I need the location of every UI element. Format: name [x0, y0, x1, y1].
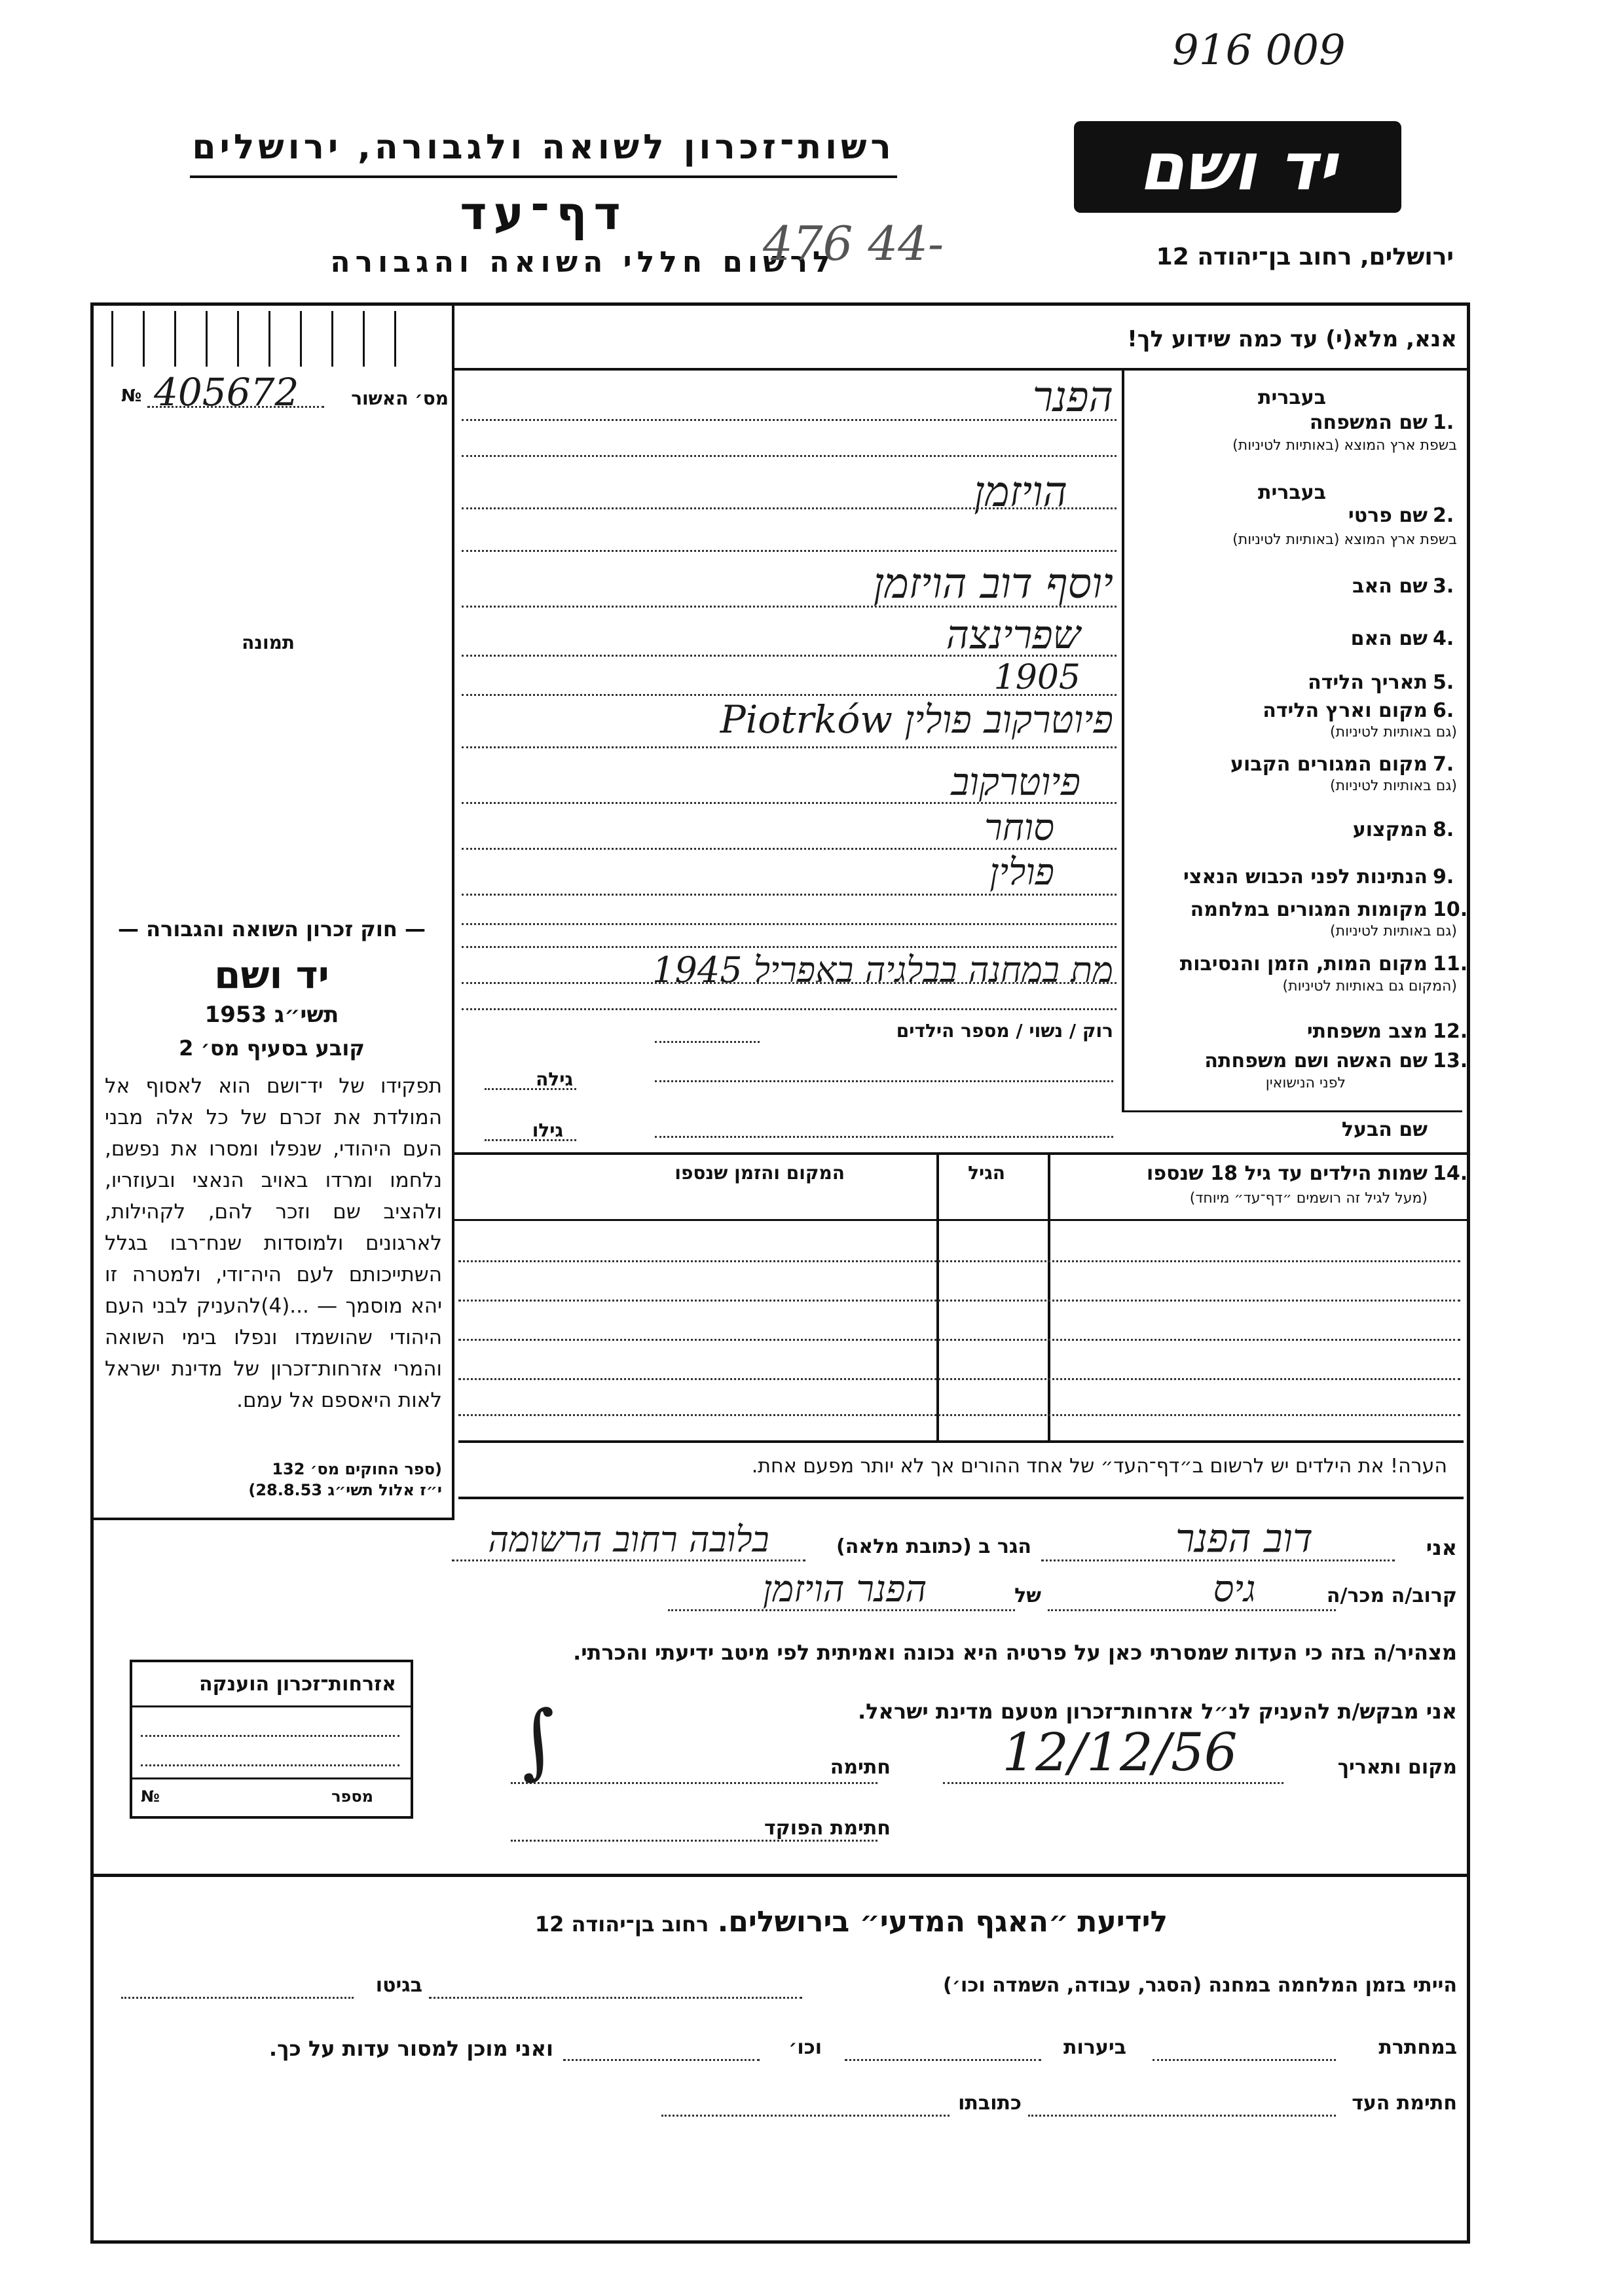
bottom-line3-b: כתובתו [958, 2092, 1022, 2115]
field-9-label: הנתינות לפני הכבוש הנאצי [1183, 866, 1428, 888]
bottom-line3-dots-b [661, 2115, 950, 2117]
logo-text: יד ושם [1139, 128, 1337, 205]
field-3-value[interactable]: יוסף דוב הויזמן [873, 560, 1113, 608]
field-11-dots-b [462, 1008, 1116, 1010]
field-10-num: 10. [1433, 898, 1468, 921]
decl-request: אני מבקש/ת להעניק לנ״ל אזרחות־זכרון מטעם מדינת ישראל. [858, 1699, 1457, 1724]
field-1-dots-a [462, 419, 1116, 421]
law-source-1: (ספר החוקים מס׳ 132 [272, 1460, 442, 1478]
intro-rule [454, 368, 1467, 371]
bottom-line1-a: הייתי בזמן המלחמה במחנה (הסגר, עבודה, השמדה וכו׳) [943, 1974, 1457, 1997]
decl-place-date-dots [943, 1782, 1283, 1784]
children-col-2 [1048, 1152, 1050, 1440]
field-3-dots [462, 606, 1116, 608]
decl-statement: מצהיר/ה בזה כי העדות שמסרתי כאן על פרטיה היא נכונה ואמיתית לפי מיטב ידיעתי והכרתי. [573, 1640, 1457, 1665]
law-text: תפקידו של יד־ושם הוא לאסוף אל המולדת את זכרם של כל אלה מבני העם היהודי, שנפלו ומסרו את נפשם, נלחמו ומרדו באויב הנאצי ובעוזריו, ולהציב שם וזכר להם, לקהילות, לארגונים ולמוסדות שנח־רבו בגלל השתייכותם לעם היה־ודי, ולמטרה זו יהא מוסמך — ...(4)להעניק לבני העם היהודי שהושמדו ונפלו בימי השואה והמרי אזרחות־זכרון של מדינת ישראל לאות היאספם אל עמם. [105, 1074, 442, 1412]
bottom-line2-c: וכו׳ [788, 2036, 822, 2059]
decl-of-value[interactable]: הפנר הויזמן [762, 1568, 927, 1611]
field-11-sub: (המקום גם באותיות לטיניות) [1282, 978, 1457, 994]
field-10-sub: (גם באותיות לטיניות) [1330, 923, 1457, 939]
field-6-sub: (גם באותיות לטיניות) [1330, 724, 1457, 740]
photo-label: תמונה [242, 632, 295, 653]
field-9-value[interactable]: פולין [989, 851, 1054, 894]
decl-signature-label: חתימה [830, 1756, 891, 1779]
field-9-dots [462, 894, 1116, 896]
bottom-title-address: רחוב בן־יהודה 12 [534, 1912, 709, 1937]
children-label: שמות הילדים עד גיל 18 שנספו [1147, 1162, 1428, 1185]
age-label-wife: גילה [536, 1068, 573, 1090]
field-8-num: 8. [1433, 818, 1454, 841]
age-wife-dots [485, 1088, 576, 1090]
children-col-1 [936, 1152, 939, 1440]
field-12-label: מצב משפחתי [1306, 1020, 1428, 1043]
field-1-num: 1. [1433, 411, 1454, 434]
field-4-dots [462, 655, 1116, 657]
field-2-label: שם פרטי [1348, 504, 1428, 527]
field-13-num: 13. [1433, 1049, 1468, 1072]
field-5-num: 5. [1433, 671, 1454, 694]
age-label-husband: גילו [532, 1120, 563, 1141]
bottom-line3-a: חתימת העד [1352, 2092, 1457, 2115]
citizenship-box-rule-2 [130, 1777, 411, 1779]
field-6-label: מקום וארץ הלידה [1263, 699, 1428, 722]
field-2-tag: בעברית [1258, 481, 1326, 504]
field-11-value[interactable]: מת במחנה בבלגיה באפריל 1945 [652, 949, 1113, 991]
husband-label: שם הבעל [1341, 1118, 1428, 1141]
field-1-tag: בעברית [1258, 386, 1326, 409]
children-row-5 [458, 1414, 1460, 1416]
marital-dots [655, 1041, 760, 1043]
field-7-sub: (גם באותיות לטיניות) [1330, 778, 1457, 794]
law-source-2: י״ז אלול תשי״ג 28.8.53) [248, 1481, 442, 1499]
field-12-num: 12. [1433, 1020, 1468, 1043]
field-4-value[interactable]: שפרינצה [946, 612, 1080, 658]
field-11-dots-a [462, 982, 1116, 984]
age-husband-dots [485, 1139, 576, 1141]
field-2-num: 2. [1433, 504, 1454, 527]
field-8-dots [462, 848, 1116, 850]
field-5-value[interactable]: 1905 [993, 658, 1080, 697]
bottom-line2-b: ביערות [1063, 2036, 1126, 2059]
field-11-num: 11. [1433, 953, 1468, 975]
decl-i-label: אני [1426, 1535, 1457, 1560]
field-7-value[interactable]: פיוטרקוב [951, 759, 1080, 804]
decl-officer-dots [511, 1840, 877, 1842]
bottom-line2-dots-c [563, 2059, 760, 2061]
field-6-dots [462, 746, 1116, 748]
photo-ticks [111, 311, 426, 367]
decl-i-value[interactable]: דוב הפנר [1175, 1516, 1313, 1561]
field-7-label: מקום המגורים הקבוע [1230, 753, 1428, 776]
citizenship-box-number: מספר [331, 1787, 373, 1806]
field-13-label: שם האשה ושם משפחתה [1204, 1049, 1428, 1072]
citizenship-box-dots-1 [141, 1735, 399, 1737]
decl-of-dots [668, 1609, 1015, 1611]
field-10-dots-a [462, 923, 1116, 925]
field-8-value[interactable]: סוחר [984, 807, 1054, 849]
form-subtitle: לרשום חללי השואה והגבורה [330, 246, 836, 279]
yad-vashem-logo [1074, 121, 1401, 213]
decl-relative-value[interactable]: גיס [1213, 1568, 1256, 1611]
field-2-dots-a [462, 507, 1116, 509]
row-rule-husband [1122, 1110, 1462, 1112]
approval-number: 405672 [154, 370, 299, 414]
children-sub: (מעל לגיל זה רושמים ״דף־עד״ מיוחד) [1189, 1190, 1428, 1207]
law-clause: קובע בסעיף מס׳ 2 [179, 1036, 365, 1061]
field-10-dots-b [462, 946, 1116, 948]
field-4-num: 4. [1433, 627, 1454, 650]
form-title: דף־עד [460, 187, 627, 240]
bottom-line2-d: ואני מוכן למסור עדות על כך. [268, 2036, 553, 2061]
children-place-col: המקום והזמן שנספו [674, 1162, 845, 1184]
field-6-value[interactable]: פיוטרקוב פולין Piotrków [720, 697, 1113, 742]
decl-resident-dots [452, 1559, 805, 1561]
field-5-label: תאריך הלידה [1308, 671, 1428, 694]
bottom-line2-dots-a [1153, 2059, 1336, 2061]
field-7-dots [462, 802, 1116, 804]
marital-options: רוק / נשוי / מספר הילדים [896, 1020, 1113, 1042]
sidebar-bottom-rule [90, 1518, 454, 1520]
decl-relative-label: קרוב/ה מכר/ה [1326, 1584, 1457, 1607]
field-1-sub: בשפת ארץ המוצא (באותיות לטיניות) [1232, 437, 1457, 454]
field-3-num: 3. [1433, 575, 1454, 598]
bottom-line1-dots [429, 1997, 802, 1999]
children-header-rule [454, 1219, 1467, 1221]
field-13-sub: לפני הנישואין [1265, 1075, 1346, 1091]
institution-name: רשות־זכרון לשואה ולגבורה, ירושלים [192, 128, 895, 167]
bottom-line1-dots-2 [121, 1997, 354, 1999]
approval-label: מס׳ האשור [351, 388, 449, 409]
intro-text: אנא, מלא(י) עד כמה שידוע לך! [1127, 326, 1457, 352]
field-1-value[interactable]: הפנר [1032, 373, 1113, 422]
law-name: יד ושם [214, 953, 329, 997]
field-9-num: 9. [1433, 866, 1454, 888]
citizenship-box-dots-2 [141, 1764, 399, 1766]
field-1-dots-b [462, 455, 1116, 457]
field-5-dots [462, 694, 1116, 696]
stamp-number: 916 009 [1172, 26, 1346, 75]
decl-resident-label: הגר ב (כתובת מלאה) [836, 1535, 1031, 1558]
signature-mark: ∫ [511, 1693, 564, 1789]
field-13-dots [655, 1080, 1113, 1082]
field-4-label: שם האם [1350, 627, 1428, 650]
field-3-label: שם האב [1352, 575, 1428, 598]
decl-officer-label: חתימת הפוקד [764, 1817, 891, 1840]
children-age-col: הגיל [968, 1162, 1005, 1184]
bottom-title [458, 1905, 1244, 1939]
bottom-line3-dots-a [1028, 2115, 1336, 2117]
bottom-separator [90, 1874, 1467, 1877]
children-row-1 [458, 1260, 1460, 1262]
note-text: הערה! את הילדים יש לרשום ב״דף־העד״ של אחד ההורים אך לא יותר מפעם אחת. [751, 1455, 1447, 1478]
handwritten-code: 476 44- [763, 216, 944, 271]
decl-place-date-value[interactable]: 12/12/56 [1002, 1722, 1238, 1783]
citizenship-box-rule [130, 1705, 411, 1707]
field-7-num: 7. [1433, 753, 1454, 776]
header-underline [190, 175, 897, 178]
bottom-line2-a: במחתרת [1378, 2036, 1457, 2059]
decl-signature-dots [511, 1782, 877, 1784]
field-8-label: המקצוע [1352, 818, 1428, 841]
husband-dots [655, 1136, 1113, 1138]
sidebar-divider [452, 302, 454, 1520]
children-row-4 [458, 1378, 1460, 1380]
decl-relative-dots [1048, 1609, 1336, 1611]
header-address: ירושלים, רחוב בן־יהודה 12 [1156, 244, 1454, 270]
field-11-label: מקום המות, הזמן והנסיבות [1179, 953, 1428, 975]
label-column-divider [1122, 371, 1124, 1110]
field-2-sub: בשפת ארץ המוצא (באותיות לטיניות) [1232, 532, 1457, 548]
children-row-2 [458, 1300, 1460, 1302]
decl-place-date-label: מקום ותאריך [1337, 1756, 1457, 1779]
field-2-value[interactable]: הויזמן [974, 468, 1067, 517]
children-row-3 [458, 1339, 1460, 1341]
field-1-label: שם המשפחה [1309, 411, 1428, 434]
children-top-rule [454, 1152, 1467, 1155]
bottom-line1-b: בגיטו [375, 1974, 422, 1997]
approval-dots [147, 406, 324, 408]
law-title: — חוק זכרון השואה והגבורה — [118, 917, 426, 941]
field-10-label: מקומות המגורים במלחמה [1190, 898, 1428, 921]
approval-no-symbol: № [121, 386, 142, 406]
decl-resident-value[interactable]: בלובה רחוב הרשומה [488, 1519, 769, 1560]
decl-i-dots [1041, 1559, 1395, 1561]
law-year: תשי״ג 1953 [204, 1002, 339, 1028]
bottom-title-prefix: לידיעת [1077, 1905, 1168, 1939]
children-num: 14. [1433, 1162, 1468, 1185]
citizenship-box-no: № [141, 1787, 160, 1806]
citizenship-box-title: אזרחות־זכרון הוענקה [198, 1673, 396, 1696]
decl-of-label: של [1014, 1584, 1041, 1607]
field-2-dots-b [462, 550, 1116, 552]
bottom-line2-dots-b [845, 2059, 1041, 2061]
field-6-num: 6. [1433, 699, 1454, 722]
bottom-title-main: ״האגף המדעי״ בירושלים. [717, 1905, 1069, 1939]
